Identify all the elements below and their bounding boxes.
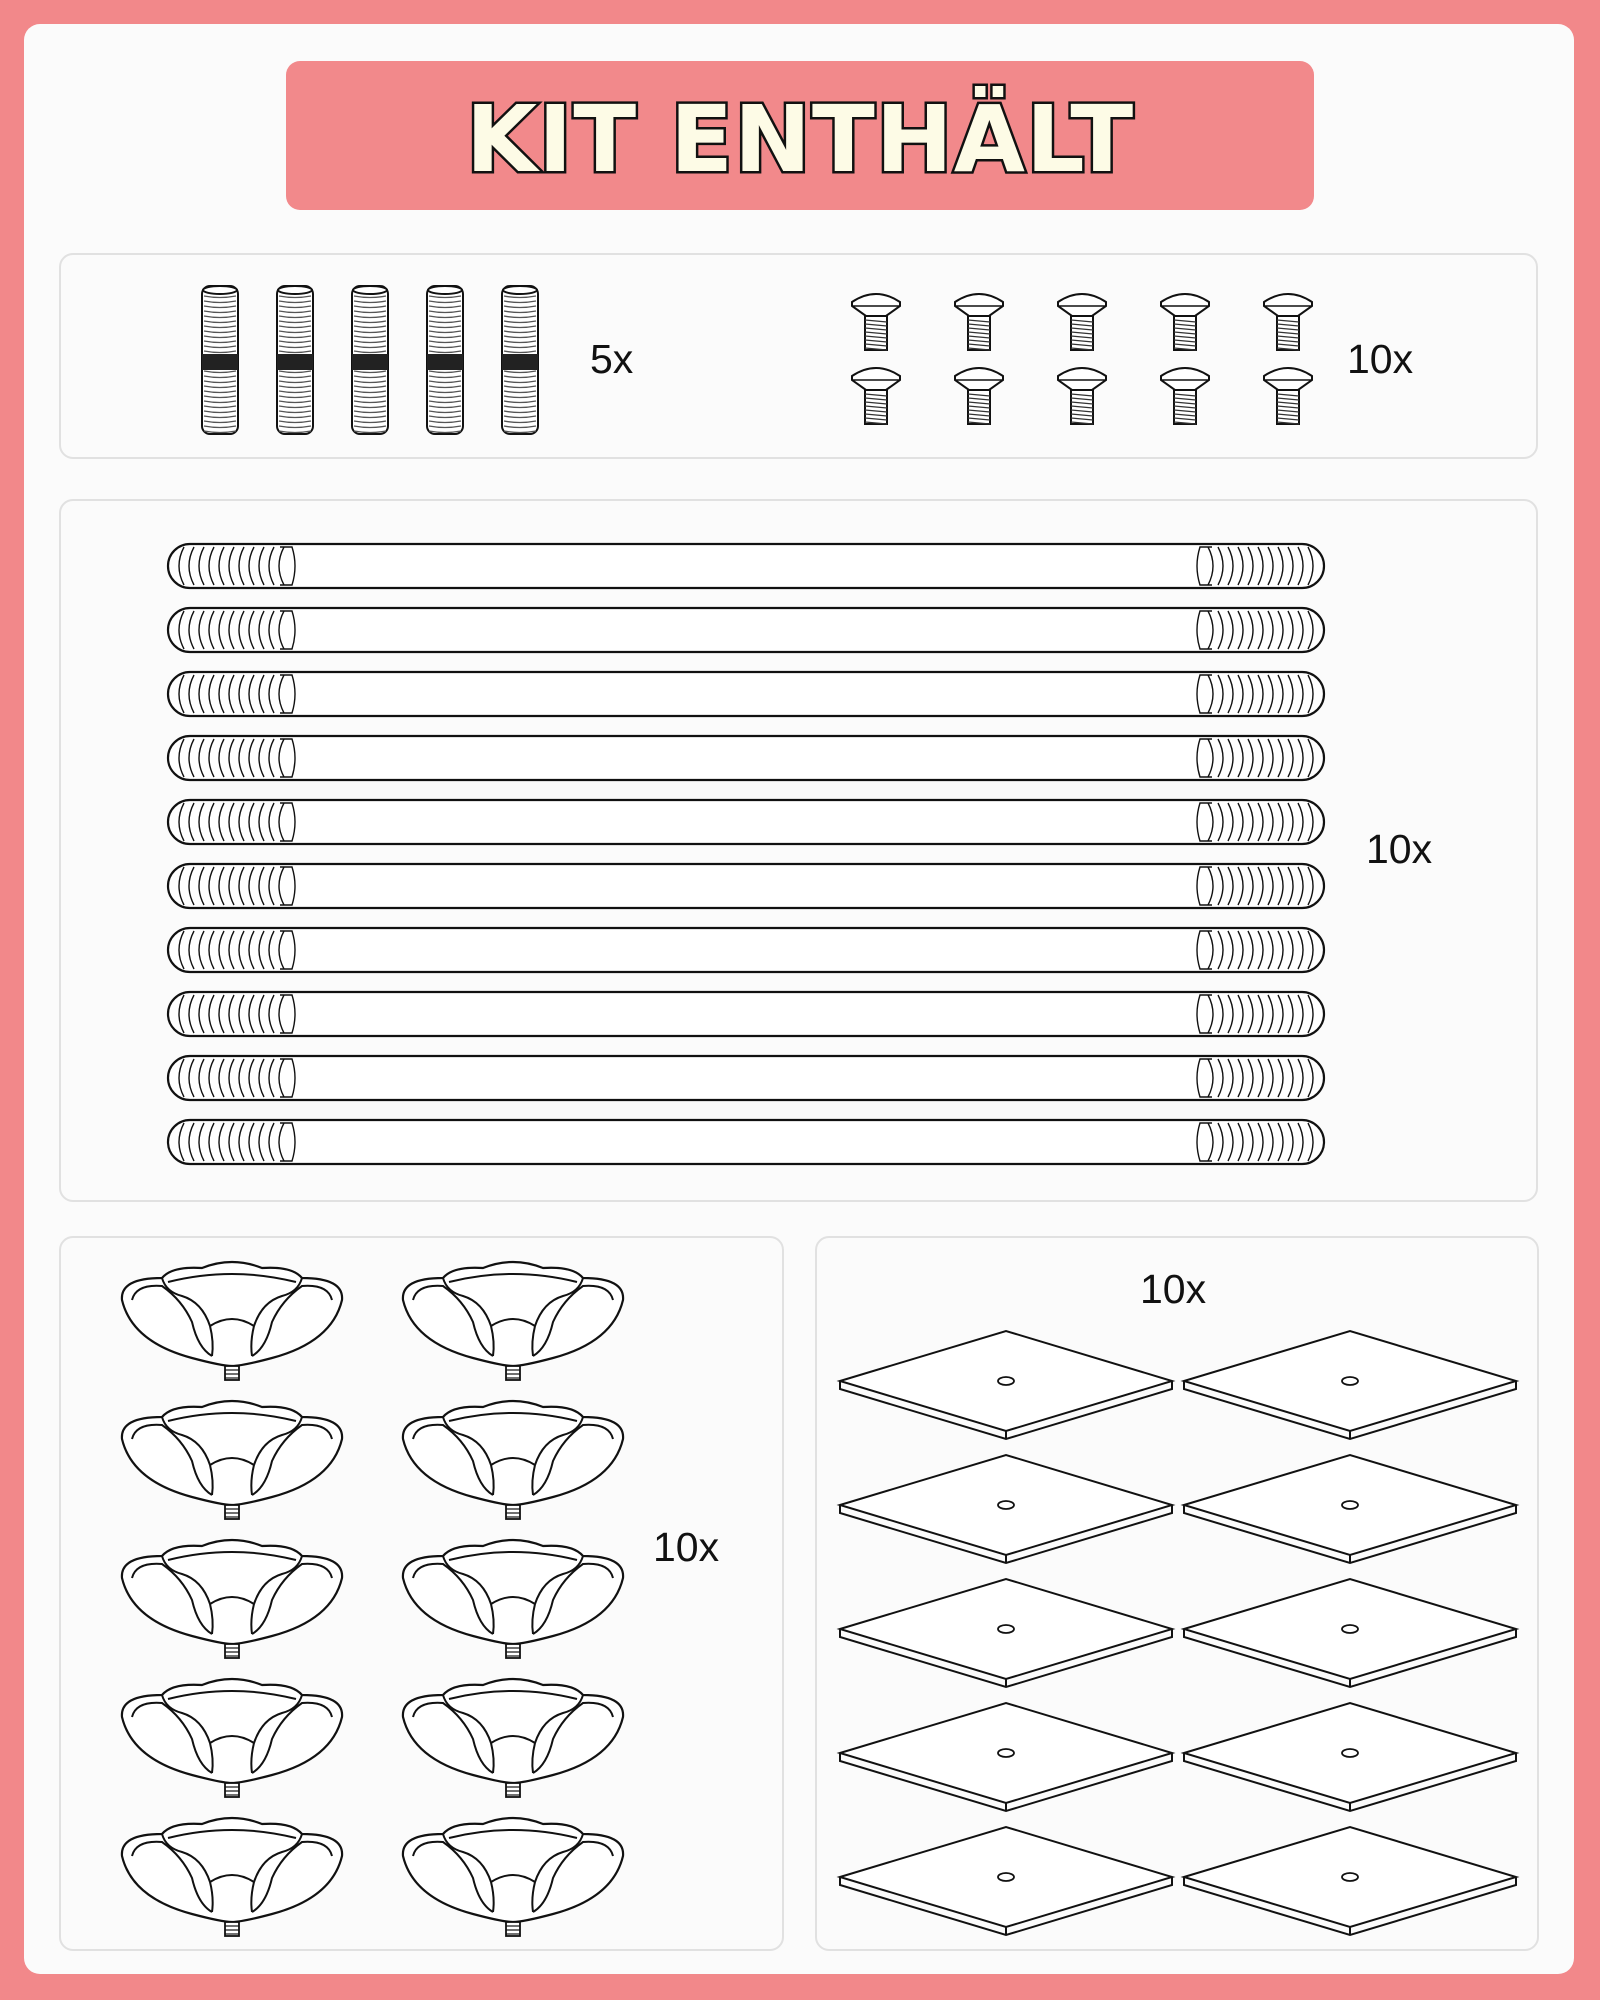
countersunk-screw-icon [955, 368, 1003, 424]
square-plate-icon [840, 1455, 1172, 1563]
flower-cap-icon [122, 1679, 342, 1797]
threaded-coupler-icon [352, 286, 388, 434]
flower-cap-icon [403, 1818, 623, 1936]
countersunk-screw-icon [1161, 368, 1209, 424]
flower-cap-icon [403, 1262, 623, 1380]
threaded-rod-icon [168, 864, 1324, 908]
square-plate-icon [1184, 1455, 1516, 1563]
threaded-rod-icon [168, 992, 1324, 1036]
countersunk-screw-icon [1058, 368, 1106, 424]
flower-cap-icon [403, 1540, 623, 1658]
threaded-rod-icon [168, 928, 1324, 972]
flower-cap-icon [403, 1401, 623, 1519]
countersunk-screw-icon [955, 294, 1003, 350]
threaded-rod-icon [168, 544, 1324, 588]
flower-cap-icon [403, 1679, 623, 1797]
coupler-count: 5x [590, 336, 634, 382]
plate-count: 10x [1140, 1266, 1207, 1312]
square-plate-icon [840, 1331, 1172, 1439]
flower-cap-icon [122, 1818, 342, 1936]
threaded-coupler-icon [202, 286, 238, 434]
threaded-rod-icon [168, 672, 1324, 716]
flower-cap-icon [122, 1262, 342, 1380]
flower-cap-count: 10x [653, 1524, 720, 1570]
threaded-rod-icon [168, 1056, 1324, 1100]
threaded-coupler-icon [427, 286, 463, 434]
square-plate-icon [840, 1703, 1172, 1811]
square-plate-icon [1184, 1579, 1516, 1687]
countersunk-screw-icon [852, 294, 900, 350]
flower-cap-icon [122, 1401, 342, 1519]
threaded-rod-icon [168, 608, 1324, 652]
square-plate-icon [1184, 1331, 1516, 1439]
threaded-rod-icon [168, 800, 1324, 844]
threaded-rod-icon [168, 736, 1324, 780]
square-plate-icon [840, 1827, 1172, 1935]
flower-cap-icon [122, 1540, 342, 1658]
countersunk-screw-icon [1058, 294, 1106, 350]
countersunk-screw-icon [1264, 294, 1312, 350]
square-plate-icon [1184, 1703, 1516, 1811]
threaded-coupler-icon [502, 286, 538, 434]
square-plate-icon [1184, 1827, 1516, 1935]
square-plate-icon [840, 1579, 1172, 1687]
threaded-coupler-icon [277, 286, 313, 434]
threaded-rod-icon [168, 1120, 1324, 1164]
countersunk-screw-icon [852, 368, 900, 424]
rod-count: 10x [1366, 826, 1433, 872]
countersunk-screw-icon [1161, 294, 1209, 350]
screw-count: 10x [1347, 336, 1414, 382]
countersunk-screw-icon [1264, 368, 1312, 424]
page-title: KIT ENTHÄLT [465, 86, 1135, 193]
